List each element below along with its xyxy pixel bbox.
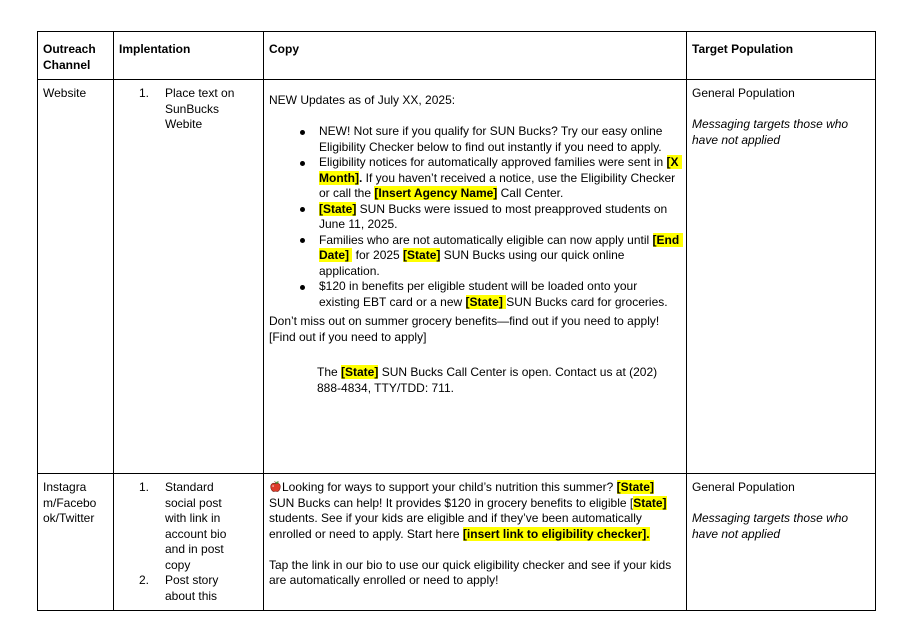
target-population-label: General Population bbox=[692, 480, 795, 494]
copy-text: Tap the link in our bio to use our quick eligibility checker and see if your kids are automatically enrolled or need to apply! bbox=[269, 557, 675, 587]
placeholder-text: [End Date] bbox=[319, 232, 683, 262]
copy-text: SUN Bucks were issued to most preapproved students on June 11, 2025. bbox=[319, 201, 671, 231]
cell-implementation-social bbox=[114, 474, 264, 611]
cell-implementation-website bbox=[114, 80, 264, 474]
bullet-icon bbox=[299, 124, 319, 155]
placeholder-text: [State] bbox=[403, 248, 441, 262]
cell-channel-website bbox=[38, 80, 114, 474]
copy-paragraph bbox=[269, 93, 681, 109]
copy-text: NEW! Not sure if you qualify for SUN Bucks? Try our easy online Eligibility Checker below to find out instantly if you need to apply. bbox=[319, 124, 666, 154]
copy-text: The bbox=[317, 365, 342, 379]
list-number: 1. bbox=[139, 480, 150, 494]
blank-line bbox=[269, 542, 681, 558]
numbered-list-item bbox=[119, 480, 258, 573]
numbered-list-item bbox=[119, 86, 258, 133]
copy-paragraph bbox=[269, 480, 681, 542]
placeholder-text: [State] bbox=[465, 294, 507, 309]
copy-paragraph bbox=[269, 558, 681, 589]
list-number: 2. bbox=[139, 573, 150, 587]
bullet-item bbox=[269, 124, 681, 155]
bullet-text bbox=[319, 233, 681, 280]
bullet-text bbox=[319, 202, 681, 233]
copy-text: Eligibility notices for automatically approved families were sent in bbox=[319, 155, 667, 169]
cell-target-social bbox=[687, 474, 876, 611]
bullet-icon bbox=[299, 233, 319, 280]
copy-text: SUN Bucks can help! It provides $120 in grocery benefits to eligible [ bbox=[269, 480, 658, 510]
bullet-item bbox=[269, 155, 681, 202]
target-population-label: General Population bbox=[692, 86, 795, 100]
copy-text: Call Center. bbox=[497, 186, 564, 200]
channel-label: Website bbox=[43, 86, 87, 100]
list-number: 1. bbox=[139, 86, 150, 100]
copy-text: Families who are not automatically eligible can now apply until bbox=[319, 232, 653, 247]
cell-channel-social bbox=[38, 474, 114, 611]
channel-label: Instagram/Facebook/Twitter bbox=[43, 480, 97, 525]
copy-text: SUN Bucks Call Center is open. Contact us at (202) 888-4834, TTY/TDD: 711. bbox=[317, 365, 661, 395]
table-row-website bbox=[38, 80, 876, 474]
bullet-text bbox=[319, 155, 681, 202]
copy-text: for 2025 bbox=[352, 248, 404, 262]
bullet-text bbox=[319, 124, 681, 155]
target-population-note: Messaging targets those who have not applied bbox=[692, 117, 849, 147]
apple-icon bbox=[269, 480, 282, 496]
placeholder-text: State] bbox=[633, 495, 667, 510]
copy-text: Looking for ways to support your child’s nutrition this summer? bbox=[282, 480, 617, 494]
cell-copy-website bbox=[264, 80, 687, 474]
header-outreach-channel: Outreach Channel bbox=[38, 32, 114, 80]
implementation-list bbox=[119, 480, 258, 604]
copy-paragraph bbox=[269, 330, 681, 346]
outreach-plan-table bbox=[37, 31, 876, 611]
bullet-icon bbox=[299, 279, 319, 310]
header-target-population: Target Population bbox=[687, 32, 876, 80]
copy-text: $120 in benefits per eligible student will be loaded onto your existing EBT card or a new bbox=[319, 279, 641, 309]
placeholder-text: [State] bbox=[319, 201, 357, 216]
implementation-list bbox=[119, 86, 258, 133]
copy-text: SUN Bucks using our quick online application. bbox=[319, 248, 628, 278]
numbered-list-item bbox=[119, 573, 258, 604]
copy-text: . bbox=[358, 170, 363, 185]
placeholder-text: [State] bbox=[616, 480, 654, 494]
table-row-social-media bbox=[38, 474, 876, 611]
target-population-note: Messaging targets those who have not applied bbox=[692, 511, 849, 541]
list-item-text: Place text on SunBucks Webite bbox=[165, 86, 235, 131]
header-copy: Copy bbox=[264, 32, 687, 80]
bullet-item bbox=[269, 233, 681, 280]
bullet-icon bbox=[299, 155, 319, 202]
placeholder-text: [insert link to eligibility checker]. bbox=[462, 526, 650, 541]
cell-target-website bbox=[687, 80, 876, 474]
list-item-text: Post story about this bbox=[165, 573, 219, 603]
copy-text: [Find out if you need to apply] bbox=[269, 329, 427, 344]
header-row bbox=[38, 32, 876, 80]
copy-content bbox=[269, 93, 681, 396]
placeholder-text: [State] bbox=[341, 365, 379, 379]
copy-content bbox=[269, 480, 681, 589]
copy-text: If you haven’t received a notice, use the Eligibility Checker or call the bbox=[319, 170, 679, 200]
cell-copy-social bbox=[264, 474, 687, 611]
bullet-list bbox=[269, 124, 681, 310]
list-item-text: Standard social post with link in account bio and in post copy bbox=[165, 480, 227, 572]
bullet-item bbox=[269, 279, 681, 310]
copy-paragraph bbox=[317, 365, 681, 396]
bullet-text bbox=[319, 279, 681, 310]
blank-line bbox=[269, 109, 681, 125]
copy-text: Don’t miss out on summer grocery benefits—find out if you need to apply! bbox=[269, 314, 660, 328]
header-implementation: Implentation bbox=[114, 32, 264, 80]
copy-paragraph bbox=[269, 314, 681, 330]
copy-text: NEW Updates as of July XX, 2025: bbox=[269, 93, 456, 107]
copy-text: students. See if your kids are eligible and if they’ve been automatically enrolled or need to apply. Start here bbox=[269, 495, 670, 541]
placeholder-text: [X Month] bbox=[319, 155, 682, 185]
bullet-item bbox=[269, 202, 681, 233]
copy-text: SUN Bucks card for groceries. bbox=[506, 294, 668, 309]
bullet-icon bbox=[299, 202, 319, 233]
placeholder-text: [Insert Agency Name] bbox=[374, 186, 498, 200]
